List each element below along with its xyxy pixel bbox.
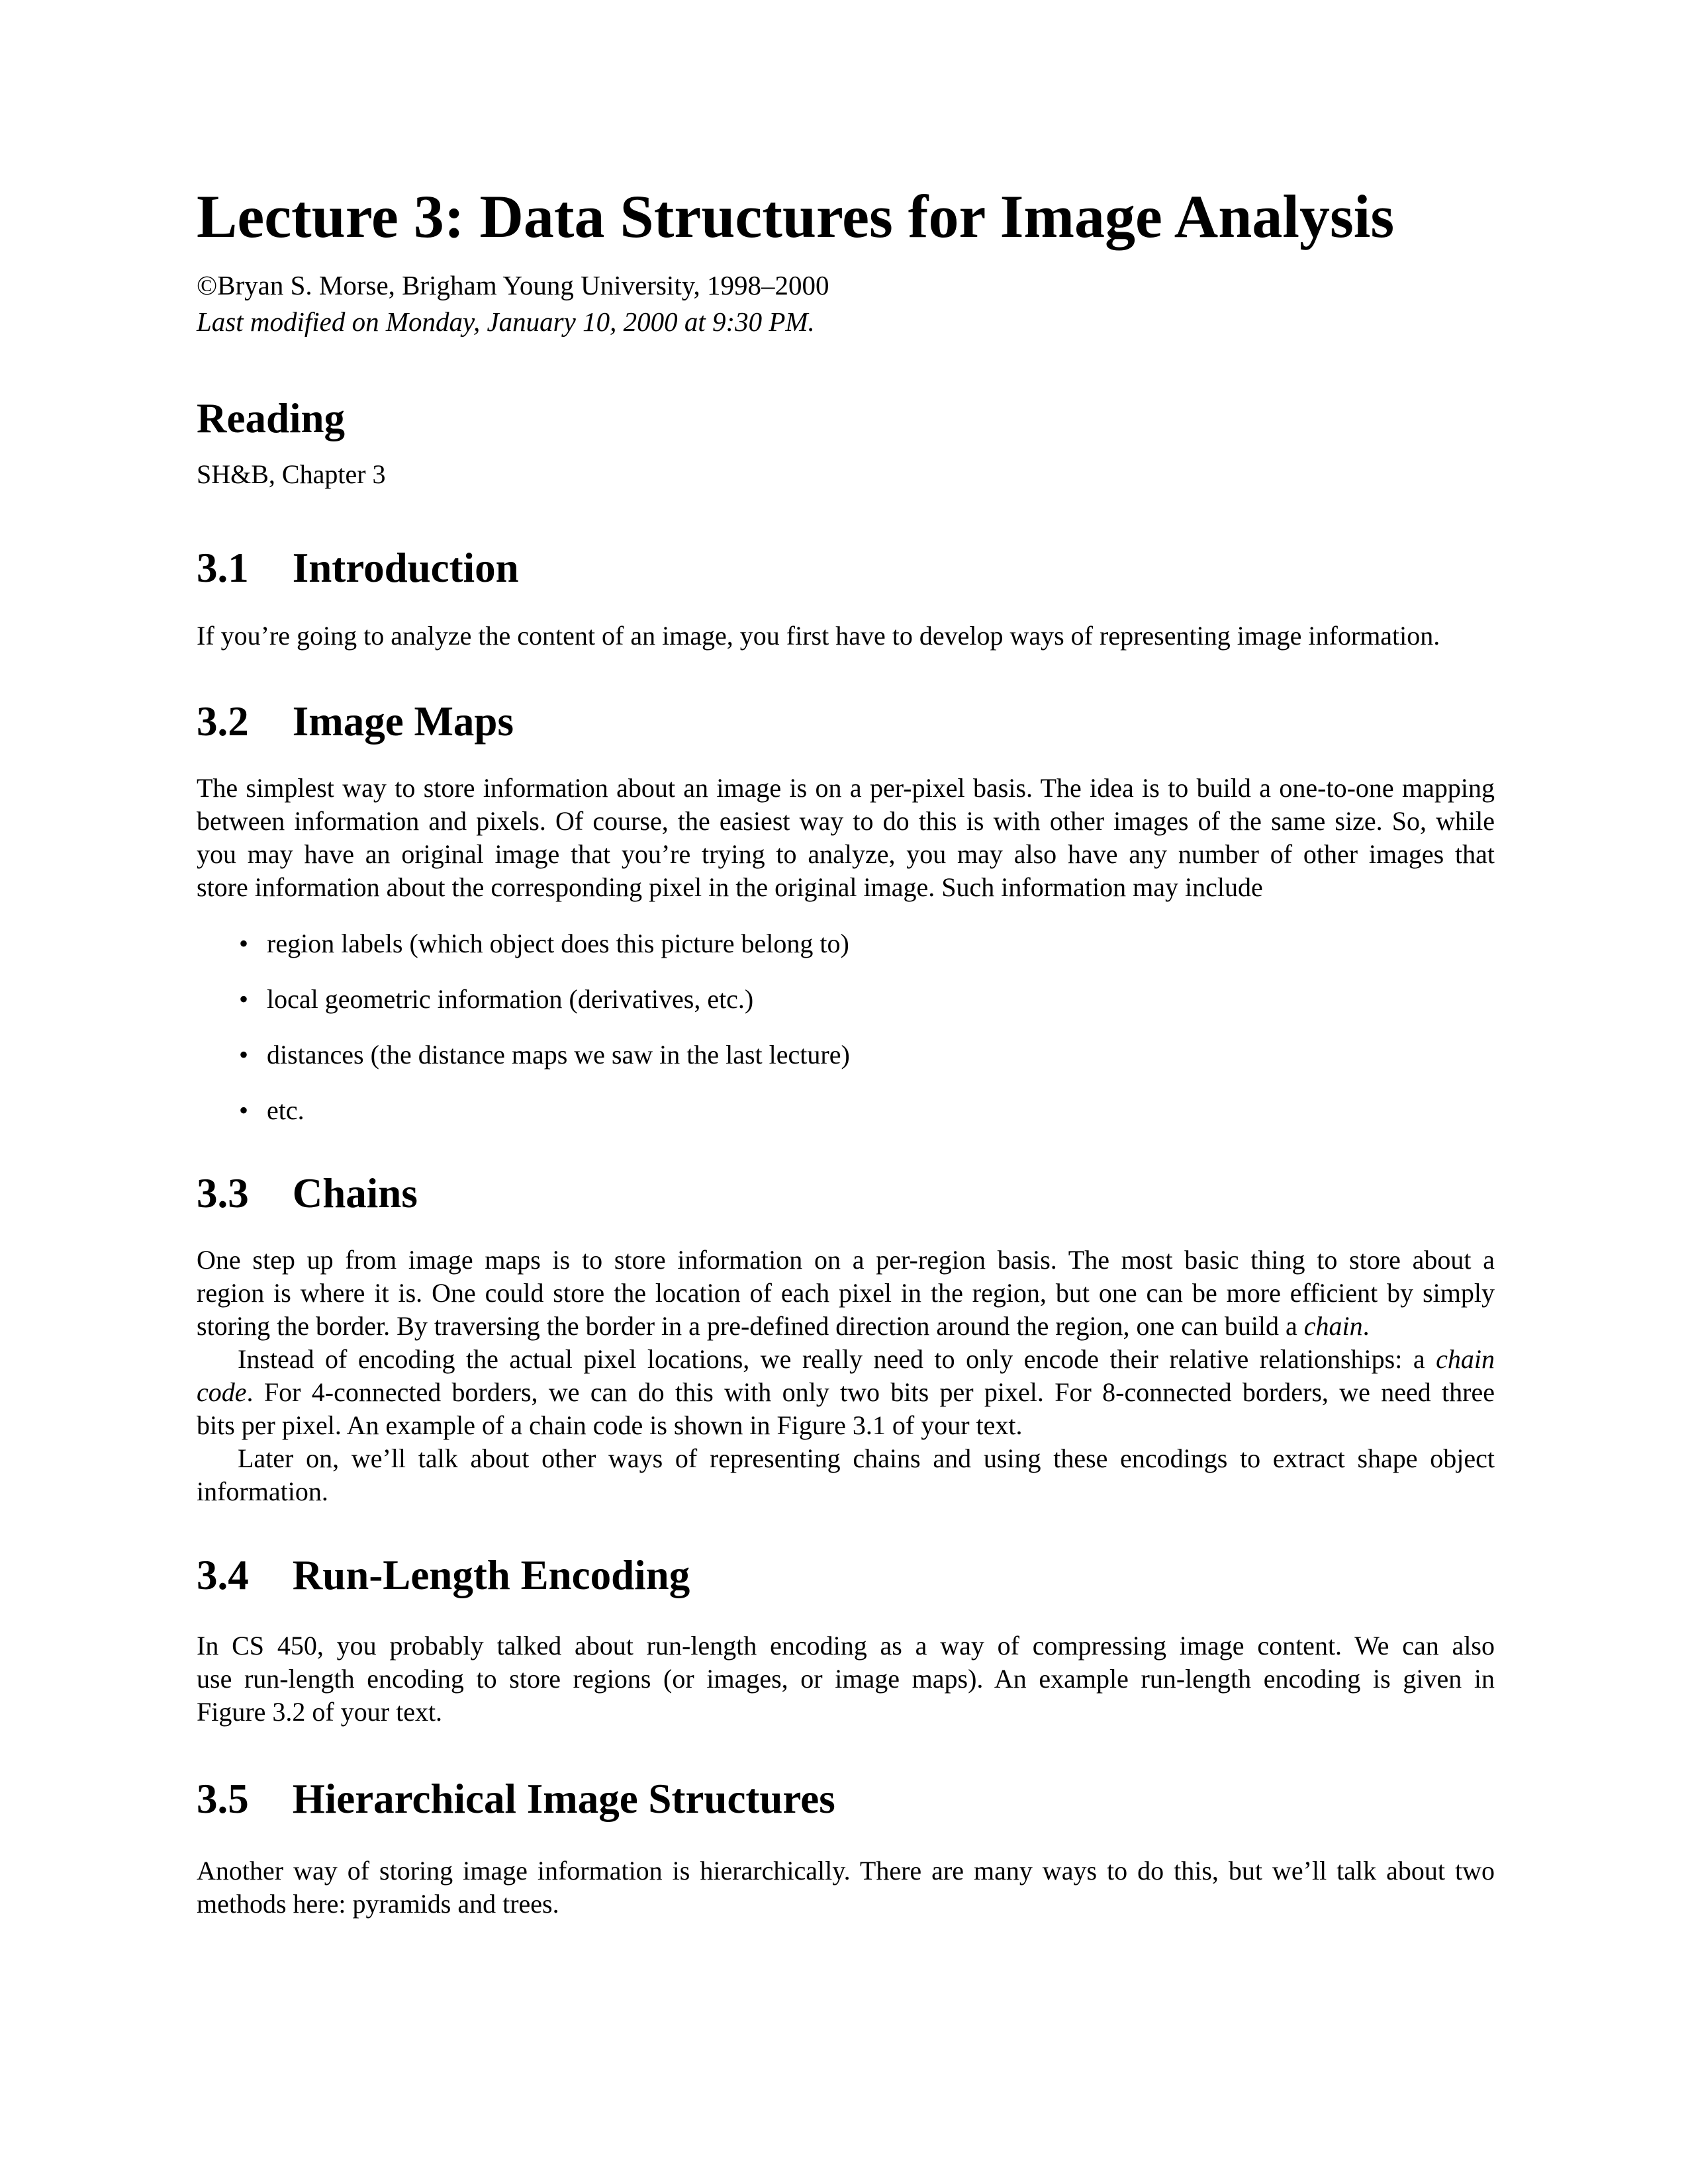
text-line: information. xyxy=(197,1477,328,1506)
text-line: Figure 3.2 of your text. xyxy=(197,1697,443,1727)
list-item xyxy=(197,927,1495,960)
paragraph xyxy=(197,1343,1495,1442)
text-line: bits per pixel. An example of a chain code is shown in Figure 3.1 of your text. xyxy=(197,1410,1023,1440)
text-line: code. For 4-connected borders, we can do this with only two bits per pixel. For 8-connected borders, we need three xyxy=(197,1377,1495,1407)
paragraph xyxy=(197,1854,1495,1921)
section-title: Chains xyxy=(292,1170,418,1216)
bullet-icon: • xyxy=(239,1040,249,1069)
text-line: In CS 450, you probably talked about run-length encoding as a way of compressing image content. We can also xyxy=(197,1631,1495,1661)
text-line: region is where it is. One could store the location of each pixel in the region, but one can be more efficient by simply xyxy=(197,1278,1495,1308)
paragraph xyxy=(197,619,1495,653)
text-line: storing the border. By traversing the border in a pre-defined direction around the region, one can build a chain. xyxy=(197,1311,1370,1341)
paragraph xyxy=(197,1629,1495,1729)
text-line: One step up from image maps is to store information on a per-region basis. The most basic thing to store about a xyxy=(197,1245,1495,1275)
text-line: between information and pixels. Of course, the easiest way to do this is with other images of the same size. So, while xyxy=(197,806,1495,836)
list-item xyxy=(197,1094,1495,1127)
section-heading-3-2 xyxy=(197,698,1495,745)
list-item xyxy=(197,983,1495,1016)
text-line: you may have an original image that you’re trying to analyze, you may also have any number of other images that xyxy=(197,839,1495,869)
section-title: Hierarchical Image Structures xyxy=(292,1776,835,1822)
page-title: Lecture 3: Data Structures for Image Analysis xyxy=(197,183,1395,250)
bullet-icon: • xyxy=(239,984,249,1014)
section-heading-3-1 xyxy=(197,547,1495,589)
text-line: Instead of encoding the actual pixel locations, we really need to only encode their relative relationships: a chain xyxy=(238,1344,1495,1374)
text-line: Later on, we’ll talk about other ways of representing chains and using these encodings to extract shape object xyxy=(238,1443,1495,1473)
section-heading-3-5 xyxy=(197,1778,1495,1820)
text-line: use run-length encoding to store regions (or images, or image maps). An example run-length encoding is given in xyxy=(197,1664,1495,1694)
text-line: The simplest way to store information about an image is on a per-pixel basis. The idea is to build a one-to-one mapping xyxy=(197,773,1495,803)
text-line: Another way of storing image information is hierarchically. There are many ways to do this, but we’ll talk about two xyxy=(197,1856,1495,1886)
list-item-label: distances (the distance maps we saw in the last lecture) xyxy=(267,1040,850,1069)
paragraph xyxy=(197,772,1495,904)
text-line: If you’re going to analyze the content of an image, you first have to develop ways of representing image information. xyxy=(197,621,1440,651)
section-heading-3-4 xyxy=(197,1552,1495,1598)
section-heading-3-3 xyxy=(197,1170,1495,1216)
section-number: 3.5 xyxy=(197,1776,249,1822)
text-line: store information about the corresponding pixel in the original image. Such information may include xyxy=(197,872,1263,902)
bullet-icon: • xyxy=(239,1095,249,1125)
text-line: methods here: pyramids and trees. xyxy=(197,1889,559,1919)
section-number: 3.3 xyxy=(197,1170,249,1216)
section-number: 3.4 xyxy=(197,1552,249,1598)
section-title: Image Maps xyxy=(292,698,514,745)
byline-block xyxy=(197,267,1495,340)
paragraph xyxy=(197,1244,1495,1343)
list-item-label: region labels (which object does this picture belong to) xyxy=(267,929,849,958)
section-number: 3.2 xyxy=(197,698,249,745)
section-title: Reading xyxy=(197,395,346,441)
section-heading-reading xyxy=(197,395,1495,441)
list-item-label: local geometric information (derivatives, etc.) xyxy=(267,984,754,1014)
bullet-icon: • xyxy=(239,929,249,958)
last-modified-note: Last modified on Monday, January 10, 2000 at 9:30 PM. xyxy=(197,306,815,337)
list-item xyxy=(197,1038,1495,1071)
paragraph xyxy=(197,1442,1495,1508)
section-number: 3.1 xyxy=(197,545,249,591)
list-item-label: etc. xyxy=(267,1095,305,1125)
bullet-list xyxy=(197,927,1495,1127)
section-title: Run-Length Encoding xyxy=(292,1552,690,1598)
copyright-byline: ©Bryan S. Morse, Brigham Young University, 1998–2000 xyxy=(197,270,829,300)
section-title: Introduction xyxy=(292,545,519,591)
reading-body: SH&B, Chapter 3 xyxy=(197,459,386,489)
